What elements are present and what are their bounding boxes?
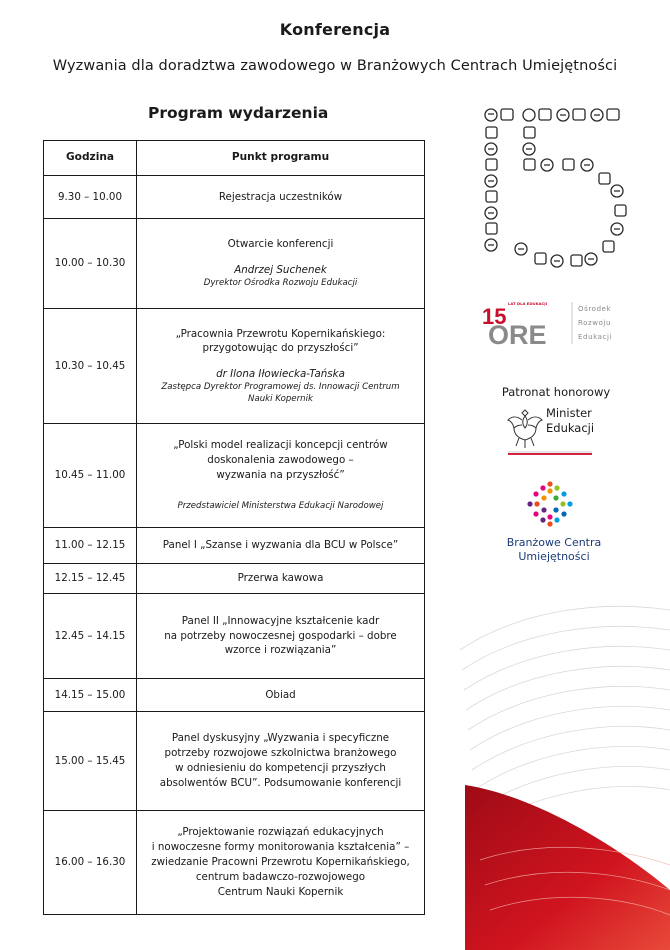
row-item (137, 594, 425, 679)
row-item-line: „Pracownia Przewrotu Kopernikańskiego: (175, 327, 386, 340)
anniversary-15-icon-logo (477, 103, 637, 273)
row-item-line: wzorce i rozwiązania” (224, 644, 337, 657)
row-item-line: zwiedzanie Pracowni Przewrotu Kopernikańskiego, (151, 856, 410, 869)
minister-line: Minister (546, 406, 592, 420)
table-row (44, 424, 425, 528)
decorative-curves (440, 590, 670, 950)
row-item-line: Centrum Nauki Kopernik (217, 885, 344, 898)
table-row (44, 712, 425, 811)
bcu-line: Umiejętności (518, 550, 590, 563)
table-row (44, 564, 425, 594)
row-item-line: doskonalenia zawodowego – (207, 454, 354, 467)
bcu-line: Branżowe Centra (506, 536, 602, 549)
minister-label (546, 406, 594, 436)
row-time: 14.15 – 15.00 (44, 679, 137, 712)
ore-letters: ORE (488, 320, 547, 348)
table-row (44, 219, 425, 309)
row-item (137, 679, 425, 712)
ore-logo (480, 300, 640, 348)
table-row (44, 679, 425, 712)
row-item-line: Panel I „Szanse i wyzwania dla BCU w Polsce” (162, 539, 399, 552)
ore-words (578, 302, 612, 344)
table-row (44, 594, 425, 679)
row-time: 10.30 – 10.45 (44, 309, 137, 424)
row-item (137, 176, 425, 219)
row-item-line: i nowoczesne formy monitorowania kształcenia” – (151, 841, 410, 854)
row-time: 11.00 – 12.15 (44, 528, 137, 564)
row-item-line: Panel II „Innowacyjne kształcenie kadr (181, 614, 380, 627)
bcu-logo (524, 478, 576, 530)
polish-flag-bar (508, 451, 592, 455)
speaker-name: dr Ilona Iłowiecka-Tańska (216, 368, 345, 381)
row-item-line: Otwarcie konferencji (227, 238, 334, 251)
row-item-line: „Projektowanie rozwiązań edukacyjnych (177, 826, 384, 839)
row-item-line: wyzwania na przyszłość” (216, 469, 345, 482)
row-item (137, 811, 425, 915)
row-time: 12.45 – 14.15 (44, 594, 137, 679)
row-time: 10.45 – 11.00 (44, 424, 137, 528)
red-corner-shape (465, 785, 670, 950)
table-row (44, 176, 425, 219)
ore-word: Ośrodek (578, 305, 612, 313)
document-title: Konferencja (279, 20, 391, 39)
ore-word: Edukacji (578, 333, 613, 341)
patronat-label: Patronat honorowy (501, 385, 611, 399)
column-header-time: Godzina (44, 141, 137, 176)
speaker-name: Andrzej Suchenek (234, 264, 327, 277)
row-item-line: Rejestracja uczestników (218, 190, 343, 203)
row-item-line: przygotowując do przyszłości” (202, 342, 359, 355)
row-time: 16.00 – 16.30 (44, 811, 137, 915)
row-item-line: „Polski model realizacji koncepcji centrów (173, 439, 388, 452)
row-time: 9.30 – 10.00 (44, 176, 137, 219)
speaker-role: Nauki Kopernik (248, 393, 313, 404)
row-item-line: w odniesieniu do kompetencji przyszłych (175, 762, 386, 774)
row-item (137, 309, 425, 424)
row-item-line: na potrzeby nowoczesnej gospodarki – dobre (164, 629, 397, 642)
row-item-line: Panel dyskusyjny „Wyzwania i specyficzne (171, 732, 390, 745)
row-item-line: absolwentów BCU”. Podsumowanie konferencji (159, 776, 402, 789)
ore-number: 15 (482, 304, 507, 329)
row-item (137, 564, 425, 594)
column-header-item: Punkt programu (137, 141, 425, 176)
row-item (137, 528, 425, 564)
program-table (43, 140, 425, 915)
bcu-label (480, 536, 628, 564)
speaker-role: Przedstawiciel Ministerstwa Edukacji Narodowej (177, 501, 384, 512)
row-time: 12.15 – 12.45 (44, 564, 137, 594)
ore-small-text: LAT DLA EDUKACJI (508, 301, 548, 306)
eagle-emblem-icon (505, 404, 545, 450)
program-heading: Program wydarzenia (148, 104, 329, 122)
table-row (44, 528, 425, 564)
row-time: 10.00 – 10.30 (44, 219, 137, 309)
row-item (137, 424, 425, 528)
ore-word: Rozwoju (578, 319, 612, 327)
minister-line: Edukacji (546, 421, 595, 435)
document-subtitle: Wyzwania dla doradztwa zawodowego w Branżowych Centrach Umiejętności (52, 58, 618, 74)
speaker-role: Dyrektor Ośrodka Rozwoju Edukacji (203, 278, 358, 289)
row-item-line: potrzeby rozwojowe szkolnictwa branżowego (164, 747, 397, 760)
table-row (44, 811, 425, 915)
row-time: 15.00 – 15.45 (44, 712, 137, 811)
row-item-line: Przerwa kawowa (237, 572, 324, 585)
table-row (44, 309, 425, 424)
row-item (137, 219, 425, 309)
table-header-row (44, 141, 425, 176)
row-item (137, 712, 425, 811)
row-item-line: centrum badawczo-rozwojowego (195, 870, 366, 883)
speaker-role: Zastępca Dyrektor Programowej ds. Innowacji Centrum (161, 382, 400, 393)
row-item-line: Obiad (265, 688, 296, 701)
